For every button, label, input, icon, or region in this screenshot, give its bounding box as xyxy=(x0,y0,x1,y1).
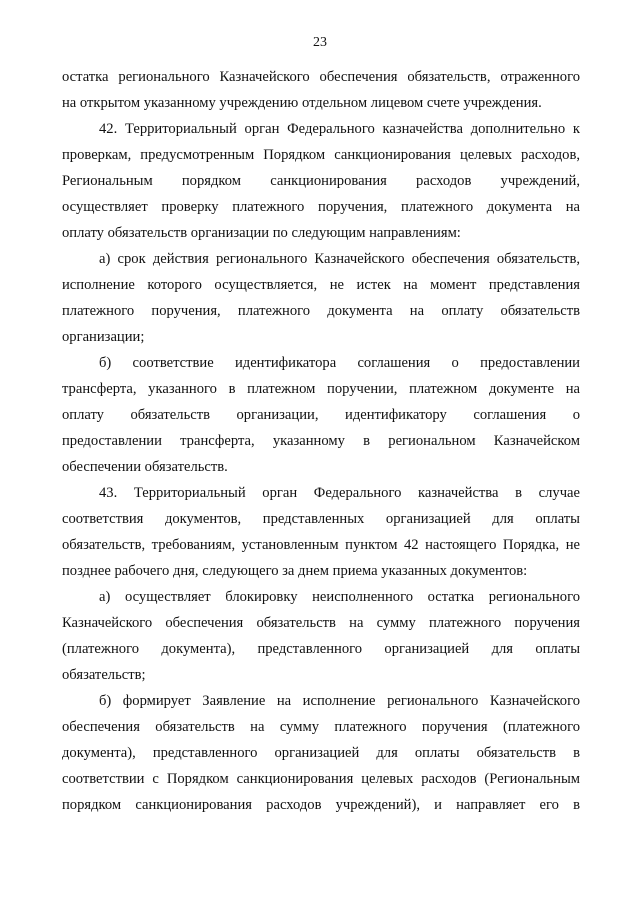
text-line: обеспечения обязательств на сумму платежного поручения (платежного xyxy=(62,719,580,735)
text-line: на открытом указанному учреждению отдельном лицевом счете учреждения. xyxy=(62,95,542,111)
page-number: 23 xyxy=(313,35,327,50)
text-line: организации; xyxy=(62,329,145,345)
text-line: (платежного документа), представленного организацией для оплаты xyxy=(62,641,580,657)
text-line: Казначейского обеспечения обязательств на сумму платежного поручения xyxy=(62,615,580,631)
text-line: осуществляет проверку платежного поручения, платежного документа на xyxy=(62,199,580,215)
text-line: оплату обязательств организации, идентификатору соглашения о xyxy=(62,407,580,423)
text-line: предоставлении трансферта, указанному в региональном Казначейском xyxy=(62,433,580,449)
text-line: б) формирует Заявление на исполнение регионального Казначейского xyxy=(99,693,580,709)
text-line: позднее рабочего дня, следующего за днем приема указанных документов: xyxy=(62,563,528,579)
text-line: исполнение которого осуществляется, не истек на момент представления xyxy=(62,277,580,293)
text-line: обеспечении обязательств. xyxy=(62,459,228,475)
text-line: документа), представленного организацией для оплаты обязательств в xyxy=(62,745,580,761)
text-line: обязательств, требованиям, установленным пунктом 42 настоящего Порядка, не xyxy=(62,537,580,553)
text-line: а) срок действия регионального Казначейского обеспечения обязательств, xyxy=(99,251,580,267)
text-line: Региональным порядком санкционирования расходов учреждений, xyxy=(62,173,580,189)
text-line: порядком санкционирования расходов учреждений), и направляет его в xyxy=(62,797,580,813)
text-line: 43. Территориальный орган Федерального казначейства в случае xyxy=(99,485,580,501)
text-line: трансферта, указанного в платежном поручении, платежном документе на xyxy=(62,381,580,397)
text-line: остатка регионального Казначейского обеспечения обязательств, отраженного xyxy=(62,69,580,85)
text-line: а) осуществляет блокировку неисполненного остатка регионального xyxy=(99,589,580,605)
text-line: 42. Территориальный орган Федерального казначейства дополнительно к xyxy=(99,121,580,137)
text-line: оплату обязательств организации по следующим направлениям: xyxy=(62,225,461,241)
text-line: соответствии с Порядком санкционирования целевых расходов (Региональным xyxy=(62,771,580,787)
text-line: б) соответствие идентификатора соглашения о предоставлении xyxy=(99,355,580,371)
text-line: платежного поручения, платежного документа на оплату обязательств xyxy=(62,303,580,319)
text-line: соответствия документов, представленных организацией для оплаты xyxy=(62,511,580,527)
text-line: обязательств; xyxy=(62,667,146,683)
document-body xyxy=(62,64,580,818)
text-line: проверкам, предусмотренным Порядком санкционирования целевых расходов, xyxy=(62,147,580,163)
